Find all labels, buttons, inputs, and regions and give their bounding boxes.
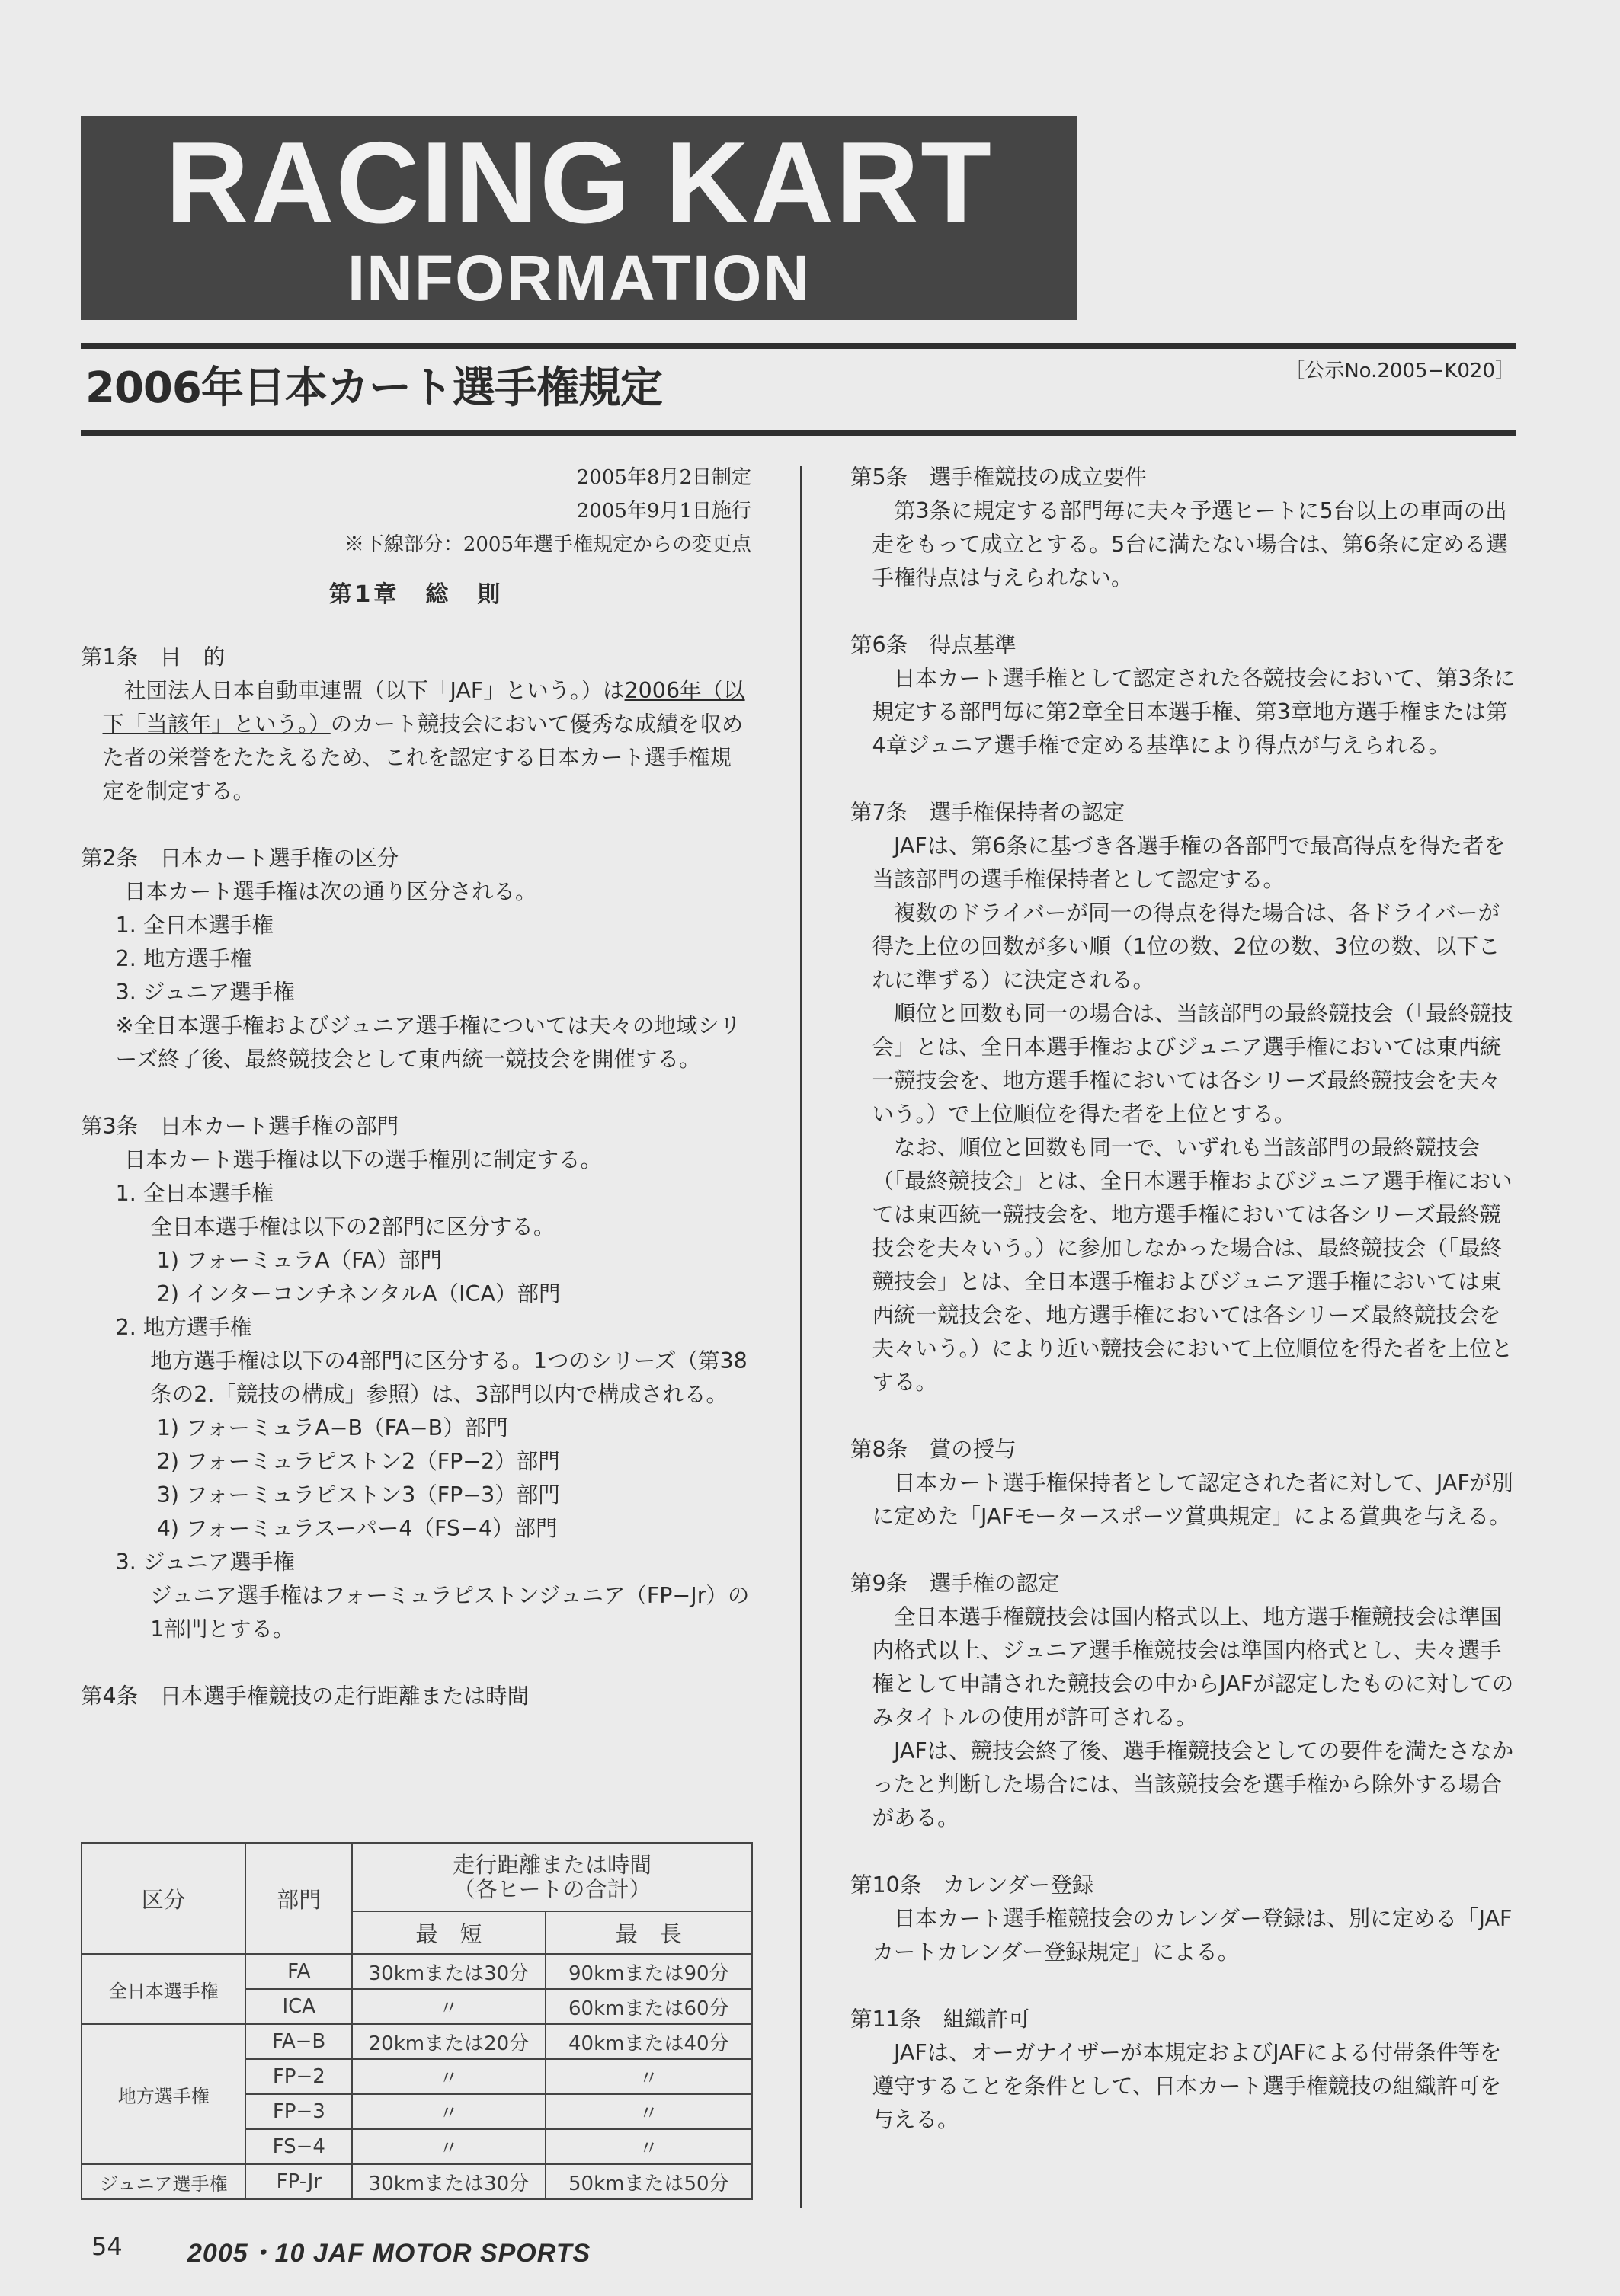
article-body: 全日本選手権競技会は国内格式以上、地方選手権競技会は準国内格式以上、ジュニア選手権競技会は準国内格式とし、夫々選手権として申請された競技会の中からJAFが認定したものに対してのみタイトルの使用が許可される。 [872,1604,1514,1730]
table-cell: ジュニア選手権 [82,2164,245,2199]
list-item: 3. ジュニア選手権 [115,1549,295,1575]
article-body: JAFは、競技会終了後、選手権競技会としての要件を満たさなかったと判断した場合には、当該競技会を選手権から除外する場合がある。 [872,1738,1514,1831]
table-cell: 〃 [352,2129,545,2164]
article-body: 日本カート選手権は以下の選手権別に制定する。 [124,1147,603,1172]
table-cell: 90kmまたは90分 [546,1954,752,1989]
article-body [81,674,751,808]
article-1 [81,641,751,808]
article-heading: 第9条 選手権の認定 [850,1571,1060,1596]
article-body: JAFは、オーガナイザーが本規定およびJAFによる付帯条件等を遵守することを条件として、日本カート選手権競技の組織許可を与える。 [872,2040,1502,2132]
article-text: のカート競技会において優秀な成績を収めた者の栄誉をたたえるため、これを認定する日本カート選手権規定を制定する。 [102,712,744,804]
article-heading: 第5条 選手権競技の成立要件 [850,465,1147,490]
notice-number: ［公示No.2005−K020］ [1285,360,1515,382]
article-body: なお、順位と回数も同一で、いずれも当該部門の最終競技会（「最終競技会」とは、全日本選手権およびジュニア選手権においては東西統一競技会を、地方選手権においては各シリーズ最終競技会を夫々いう。）に参加しなかった場合は、最終競技会（「最終競技会」とは、全日本選手権およびジュニア選手権においては東西統一競技会を、地方選手権においては各シリーズ最終競技会を夫々いう。）により近い競技会において上位順位を得た者を上位とする。 [872,1135,1513,1395]
table-cell: 20kmまたは20分 [352,2024,545,2059]
article-body: 順位と回数も同一の場合は、当該部門の最終競技会（「最終競技会」とは、全日本選手権およびジュニア選手権においては東西統一競技会を、地方選手権においては各シリーズ最終競技会を夫々いう。）で上位順位を得た者を上位とする。 [872,1001,1513,1127]
table-cell: FA [245,1954,352,1989]
article-11 [850,2003,1521,2137]
article-3 [81,1110,751,1646]
table-cell: FP-Jr [245,2164,352,2199]
sub-item: 2) フォーミュラピストン2（FP−2）部門 [156,1449,560,1474]
list-item-text: ジュニア選手権はフォーミュラピストンジュニア（FP−Jr）の1部門とする。 [150,1583,750,1642]
distance-table [81,1842,753,2200]
article-heading: 第7条 選手権保持者の認定 [850,800,1125,825]
banner [81,116,1077,320]
title-top-rule [81,343,1516,349]
article-8 [850,1433,1521,1533]
table-header: 最 長 [546,1911,752,1954]
dates-block [81,461,751,561]
left-column [81,461,751,1747]
table-header-text: （各ヒートの合計） [453,1876,652,1902]
table-cell: 〃 [546,2094,752,2129]
table-cell: 50kmまたは50分 [546,2164,752,2199]
sub-item: 1) フォーミュラA（FA）部門 [156,1248,442,1273]
table-cell: 全日本選手権 [82,1954,245,2024]
article-10 [850,1869,1521,1969]
article-body: 日本カート選手権保持者として認定された者に対して、JAFが別に定めた「JAFモータースポーツ賞典規定」による賞典を与える。 [872,1470,1513,1529]
list-item: 1. 全日本選手権 [115,1181,274,1206]
page-title: 2006年日本カート選手権規定 [85,363,662,413]
table-cell: 〃 [546,2129,752,2164]
table-cell: FS−4 [245,2129,352,2164]
table-cell: 地方選手権 [82,2024,245,2164]
right-column [850,461,1521,2170]
table-header [352,1843,752,1911]
article-heading: 第10条 カレンダー登録 [850,1872,1094,1898]
underlined-change: 2006年（以下「当該年」という。） [102,678,745,737]
table-cell: FP−3 [245,2094,352,2129]
article-6 [850,628,1521,763]
enacted-date: 2005年8月2日制定 [576,466,751,489]
article-heading: 第11条 組織許可 [850,2007,1030,2032]
list-item: 3. ジュニア選手権 [115,980,295,1005]
article-9 [850,1567,1521,1835]
title-bottom-rule [81,430,1516,436]
page-number: 54 [91,2232,123,2261]
list-item: 1. 全日本選手権 [115,913,274,938]
article-body: 日本カート選手権として認定された各競技会において、第3条に規定する部門毎に第2章全日本選手権、第3章地方選手権または第4章ジュニア選手権で定める基準により得点が与えられる。 [872,666,1516,758]
list-item-text: 地方選手権は以下の4部門に区分する。1つのシリーズ（第38条の2.「競技の構成」参照）は、3部門以内で構成される。 [150,1348,748,1407]
table-cell: 60kmまたは60分 [546,1989,752,2024]
column-divider [800,466,802,2208]
table-cell: 30kmまたは30分 [352,1954,545,1989]
list-item: 2. 地方選手権 [115,946,252,971]
article-body: 第3条に規定する部門毎に夫々予選ヒートに5台以上の車両の出走をもって成立とする。5台に満たない場合は、第6条に定める選手権得点は与えられない。 [872,498,1508,590]
article-7 [850,796,1521,1399]
table-header: 区分 [82,1843,245,1954]
list-item: 2. 地方選手権 [115,1315,252,1340]
article-body: JAFは、第6条に基づき各選手権の各部門で最高得点を得た者を当該部門の選手権保持者として認定する。 [872,833,1506,892]
article-body: 複数のドライバーが同一の得点を得た場合は、各ドライバーが得た上位の回数が多い順（1位の数、2位の数、3位の数、以下これに準ずる）に決定される。 [872,900,1500,993]
table-cell: FP−2 [245,2059,352,2094]
table-cell: FA−B [245,2024,352,2059]
magazine-name: 2005・10 JAF MOTOR SPORTS [187,2239,591,2268]
article-heading: 第1条 目 的 [81,644,226,670]
list-item-text: 全日本選手権は以下の2部門に区分する。 [150,1214,555,1239]
article-body: 日本カート選手権競技会のカレンダー登録は、別に定める「JAFカートカレンダー登録規定」による。 [872,1906,1513,1965]
article-heading: 第3条 日本カート選手権の部門 [81,1114,399,1139]
table-cell: 〃 [352,1989,545,2024]
table-cell: 〃 [352,2094,545,2129]
chapter-heading: 第1章 総 則 [328,581,504,608]
article-5 [850,461,1521,595]
article-text: 社団法人日本自動車連盟（以下「JAF」という。）は [124,678,625,703]
table-header: 部門 [245,1843,352,1954]
table-cell: 〃 [546,2059,752,2094]
table-cell: 40kmまたは40分 [546,2024,752,2059]
table-header-text: 走行距離または時間 [453,1852,652,1878]
banner-title: RACING KART [165,118,993,248]
article-body: 日本カート選手権は次の通り区分される。 [124,879,537,904]
article-heading: 第2条 日本カート選手権の区分 [81,846,399,871]
table-header: 最 短 [352,1911,545,1954]
effective-date: 2005年9月1日施行 [576,500,751,523]
sub-item: 1) フォーミュラA−B（FA−B）部門 [156,1415,508,1441]
article-heading: 第6条 得点基準 [850,632,1017,657]
sub-item: 2) インターコンチネンタルA（ICA）部門 [156,1281,561,1306]
article-heading: 第8条 賞の授与 [850,1437,1017,1462]
table-cell: 30kmまたは30分 [352,2164,545,2199]
banner-subtitle: INFORMATION [347,242,812,314]
sub-item: 3) フォーミュラピストン3（FP−3）部門 [156,1482,560,1508]
table-cell: 〃 [352,2059,545,2094]
article-4 [81,1680,751,1713]
article-heading: 第4条 日本選手権競技の走行距離または時間 [81,1684,530,1709]
note-text: ※全日本選手権およびジュニア選手権については夫々の地域シリーズ終了後、最終競技会として東西統一競技会を開催する。 [115,1013,741,1072]
article-2 [81,842,751,1076]
sub-item: 4) フォーミュラスーパー4（FS−4）部門 [156,1516,558,1541]
change-note: ※下線部分：2005年選手権規定からの変更点 [344,533,751,556]
table-cell: ICA [245,1989,352,2024]
